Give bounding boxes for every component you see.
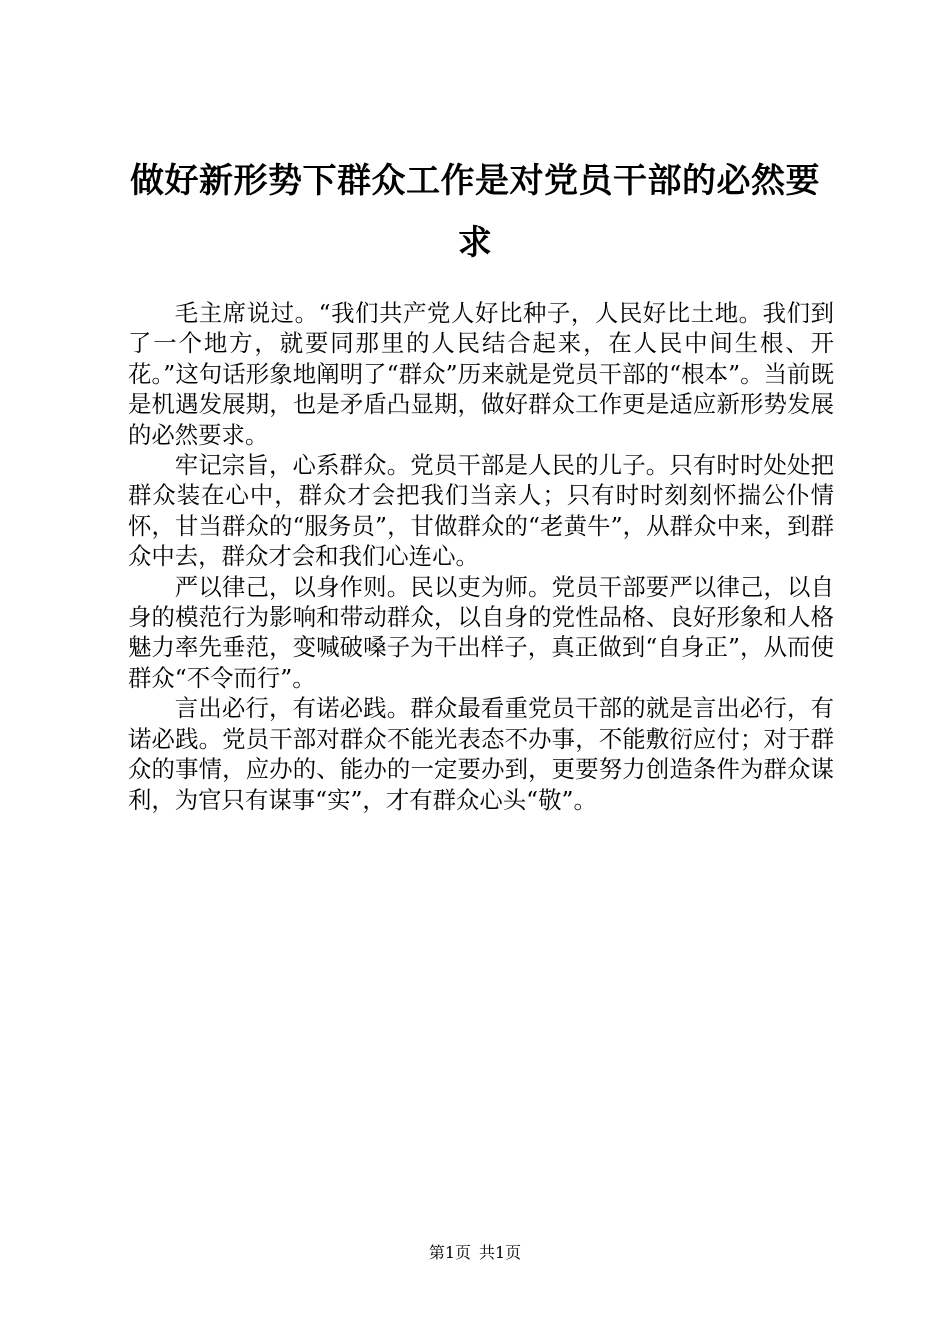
page-number: 第1页 <box>428 1243 471 1262</box>
paragraph-3: 严以律己，以身作则。民以吏为师。党员干部要严以律己，以自身的模范行为影响和带动群众，以自身的党性品格、良好形象和人格魅力率先垂范，变喊破嗓子为干出样子，真正做到“自身正”，从而使群众“不令而行”。 <box>128 572 834 692</box>
paragraph-4: 言出必行，有诺必践。群众最看重党员干部的就是言出必行，有诺必践。党员干部对群众不能光表态不办事，不能敷衍应付；对于群众的事情，应办的、能办的一定要办到，更要努力创造条件为群众谋利，为官只有谋事“实”，才有群众心头“敬”。 <box>128 694 834 814</box>
paragraph-1: 毛主席说过。“我们共产党人好比种子，人民好比土地。我们到了一个地方，就要同那里的人民结合起来，在人民中间生根、开花。”这句话形象地阐明了“群众”历来就是党员干部的“根本”。当前既是机遇发展期，也是矛盾凸显期，做好群众工作更是适应新形势发展的必然要求。 <box>128 299 834 449</box>
page-total: 共1页 <box>479 1243 522 1262</box>
document-title: 做好新形势下群众工作是对党员干部的必然要求 <box>130 161 820 263</box>
document-body <box>128 298 834 815</box>
paragraph-2: 牢记宗旨，心系群众。党员干部是人民的儿子。只有时时处处把群众装在心中，群众才会把我们当亲人；只有时时刻刻怀揣公仆情怀，甘当群众的“服务员”，甘做群众的“老黄牛”，从群众中来，到群众中去，群众才会和我们心连心。 <box>128 451 834 571</box>
page-footer <box>0 1243 950 1263</box>
